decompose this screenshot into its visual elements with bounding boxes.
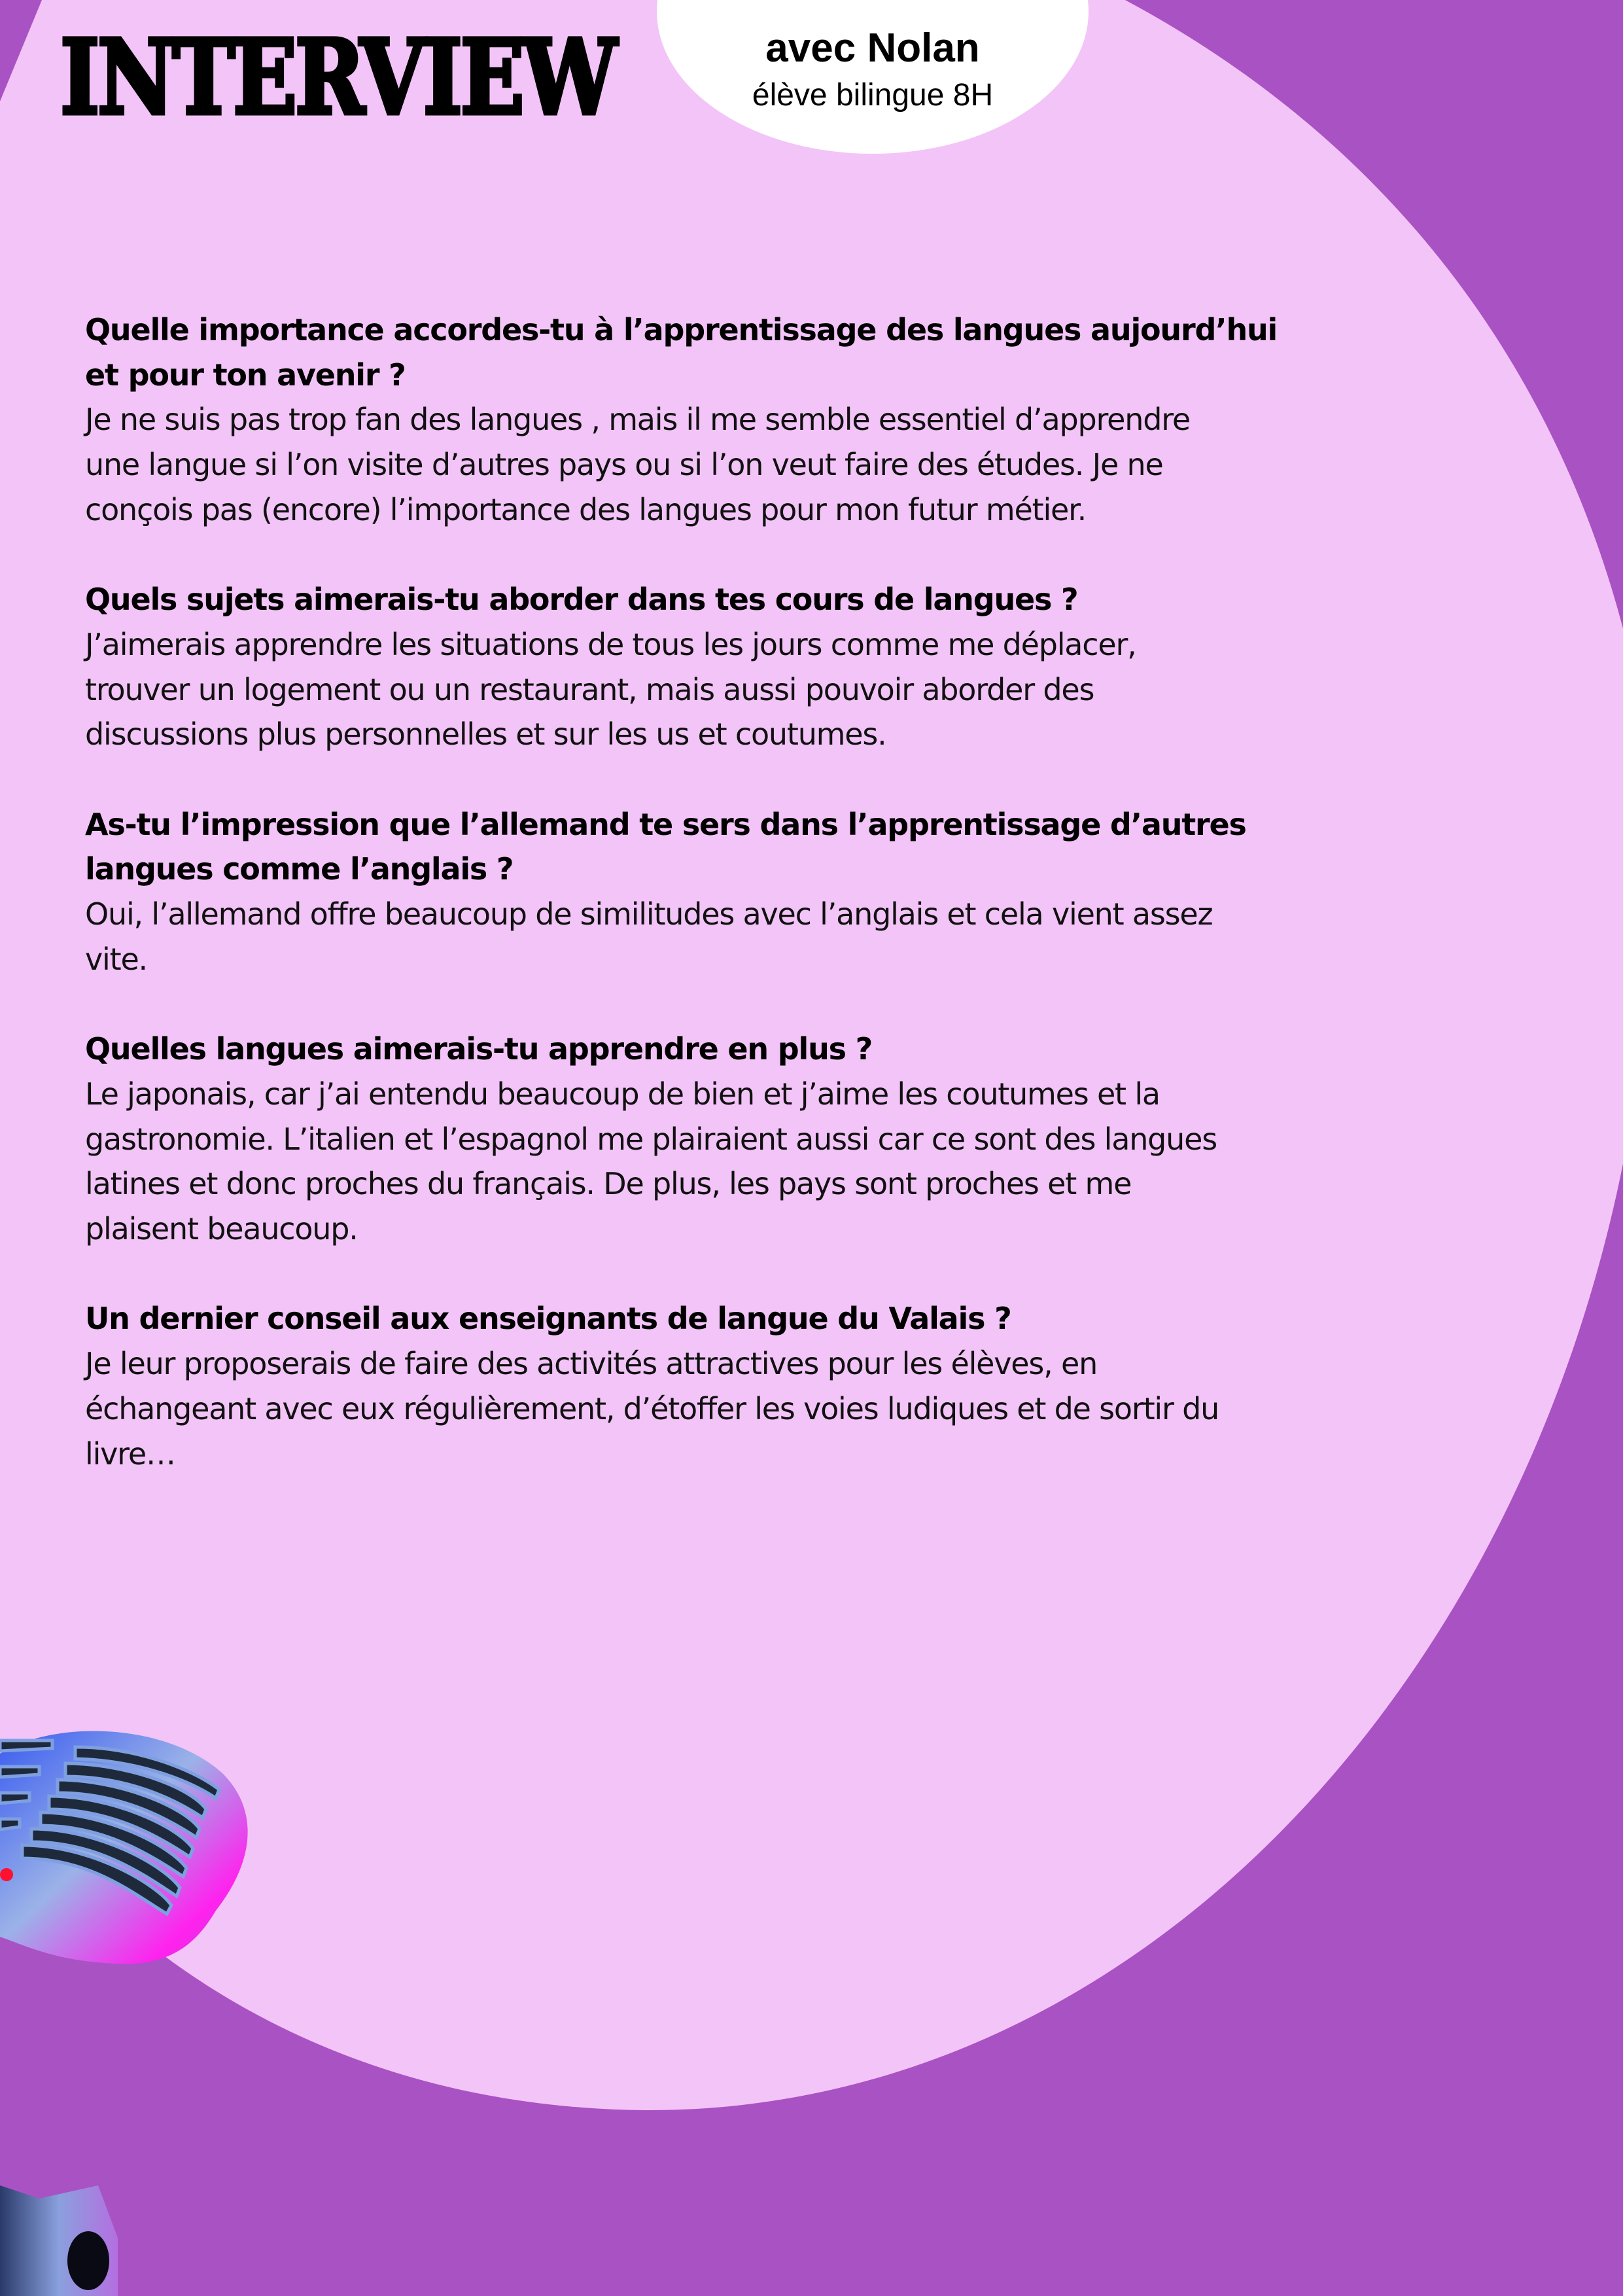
- answer-line: plaisent beaucoup.: [85, 1211, 358, 1247]
- qa-item: [85, 1296, 1328, 1476]
- answer-line: gastronomie. L’italien et l’espagnol me plairaient aussi car ce sont des langues: [85, 1121, 1217, 1157]
- question-line: langues comme l’anglais ?: [85, 851, 514, 887]
- answer-line: échangeant avec eux régulièrement, d’étoffer les voies ludiques et de sortir du: [85, 1390, 1219, 1426]
- question: [85, 308, 1328, 397]
- answer-line: J’aimerais apprendre les situations de tous les jours comme me déplacer,: [85, 626, 1136, 662]
- question-line: As-tu l’impression que l’allemand te sers dans l’apprentissage d’autres: [85, 806, 1246, 842]
- answer-line: trouver un logement ou un restaurant, mais aussi pouvoir aborder des: [85, 671, 1094, 707]
- mic-stand-hole: [67, 2231, 109, 2290]
- qa-item: [85, 802, 1328, 982]
- mic-red-light: [0, 1868, 13, 1881]
- answer-line: Le japonais, car j’ai entendu beaucoup de bien et j’aime les coutumes et la: [85, 1076, 1160, 1112]
- question: [85, 1296, 1328, 1341]
- answer-line: Oui, l’allemand offre beaucoup de similitudes avec l’anglais et cela vient assez: [85, 896, 1213, 932]
- question-line: Quels sujets aimerais-tu aborder dans tes cours de langues ?: [85, 582, 1078, 618]
- answer: [85, 892, 1328, 981]
- microphone-image: [0, 1714, 275, 2296]
- qa-item: [85, 577, 1328, 757]
- question-line: Quelles langues aimerais-tu apprendre en plus ?: [85, 1031, 873, 1067]
- answer-line: conçois pas (encore) l’importance des langues pour mon futur métier.: [85, 491, 1087, 527]
- question: [85, 1027, 1328, 1072]
- answer: [85, 622, 1328, 757]
- answer-line: vite.: [85, 941, 147, 977]
- interviewee-name: avec Nolan: [765, 26, 980, 71]
- question-line: Un dernier conseil aux enseignants de langue du Valais ?: [85, 1301, 1011, 1337]
- question-line: Quelle importance accordes-tu à l’apprentissage des langues aujourd’hui: [85, 312, 1278, 347]
- answer-line: Je ne suis pas trop fan des langues , mais il me semble essentiel d’apprendre: [85, 402, 1191, 438]
- answer-line: Je leur proposerais de faire des activités attractives pour les élèves, en: [85, 1346, 1098, 1382]
- answer-line: latines et donc proches du français. De plus, les pays sont proches et me: [85, 1166, 1132, 1202]
- answer: [85, 1072, 1328, 1252]
- answer-line: livre…: [85, 1436, 175, 1472]
- answer-line: une langue si l’on visite d’autres pays ou si l’on veut faire des études. Je ne: [85, 447, 1163, 483]
- qa-item: [85, 308, 1328, 533]
- interviewee-role: élève bilingue 8H: [752, 78, 994, 113]
- interview-content: [85, 308, 1328, 1521]
- qa-item: [85, 1027, 1328, 1252]
- answer-line: discussions plus personnelles et sur les us et coutumes.: [85, 716, 886, 752]
- question: [85, 577, 1328, 622]
- answer: [85, 397, 1328, 532]
- question: [85, 802, 1328, 892]
- question-line: et pour ton avenir ?: [85, 357, 406, 393]
- answer: [85, 1341, 1328, 1476]
- page-title: INTERVIEW: [60, 17, 615, 139]
